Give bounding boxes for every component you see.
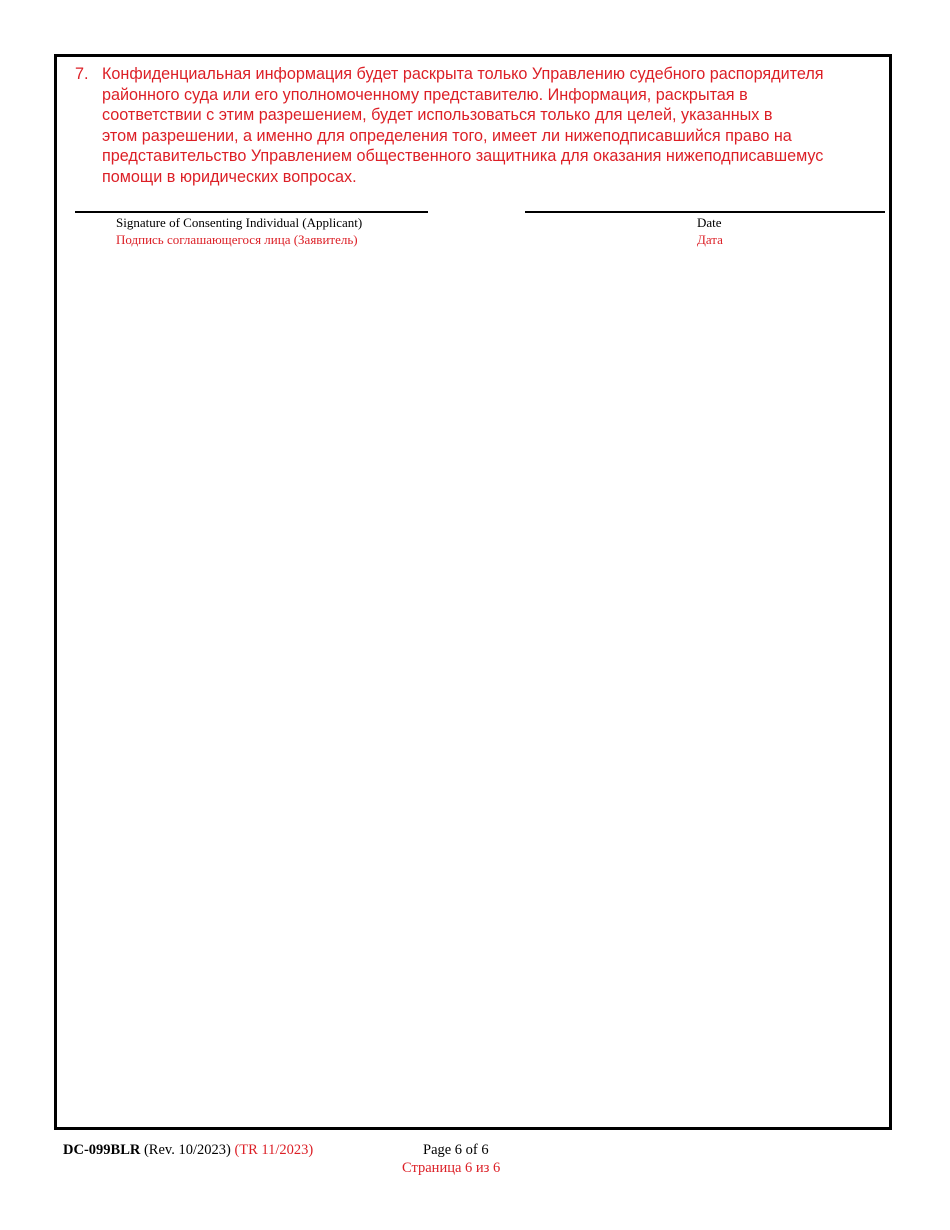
page-number-ru: Страница 6 из 6 (402, 1160, 501, 1176)
section-text (102, 64, 892, 188)
form-revision: (Rev. 10/2023) (143, 1142, 231, 1158)
section-line: этом разрешении, а именно для определения того, имеет ли нижеподписавшийся право на (102, 126, 792, 145)
date-line[interactable] (525, 211, 885, 213)
page-number-en: Page 6 of 6 (423, 1142, 489, 1158)
form-identifier (63, 1142, 313, 1159)
section-line: соответствии с этим разрешением, будет использоваться только для целей, указанных в (102, 106, 773, 125)
section-number: 7. (75, 65, 89, 83)
signature-line[interactable] (75, 211, 428, 213)
section-line: помощи в юридических вопросах. (102, 167, 357, 186)
page-number (402, 1141, 501, 1177)
section-line: Конфиденциальная информация будет раскрыта только Управлению судебного распорядителя (102, 65, 824, 83)
signature-label-ru: Подпись соглашающегося лица (Заявитель) (116, 232, 358, 247)
form-translation-revision: (TR 11/2023) (234, 1142, 314, 1158)
date-label-ru: Дата (697, 232, 723, 247)
date-label-en: Date (697, 215, 722, 230)
signature-label-en: Signature of Consenting Individual (Applicant) (116, 215, 363, 230)
section-line: районного суда или его уполномоченному представителю. Информация, раскрытая в (102, 85, 748, 104)
form-id: DC-099BLR (63, 1142, 141, 1158)
section-line: представительство Управлением общественного защитника для оказания нижеподписавшемус (102, 147, 824, 166)
